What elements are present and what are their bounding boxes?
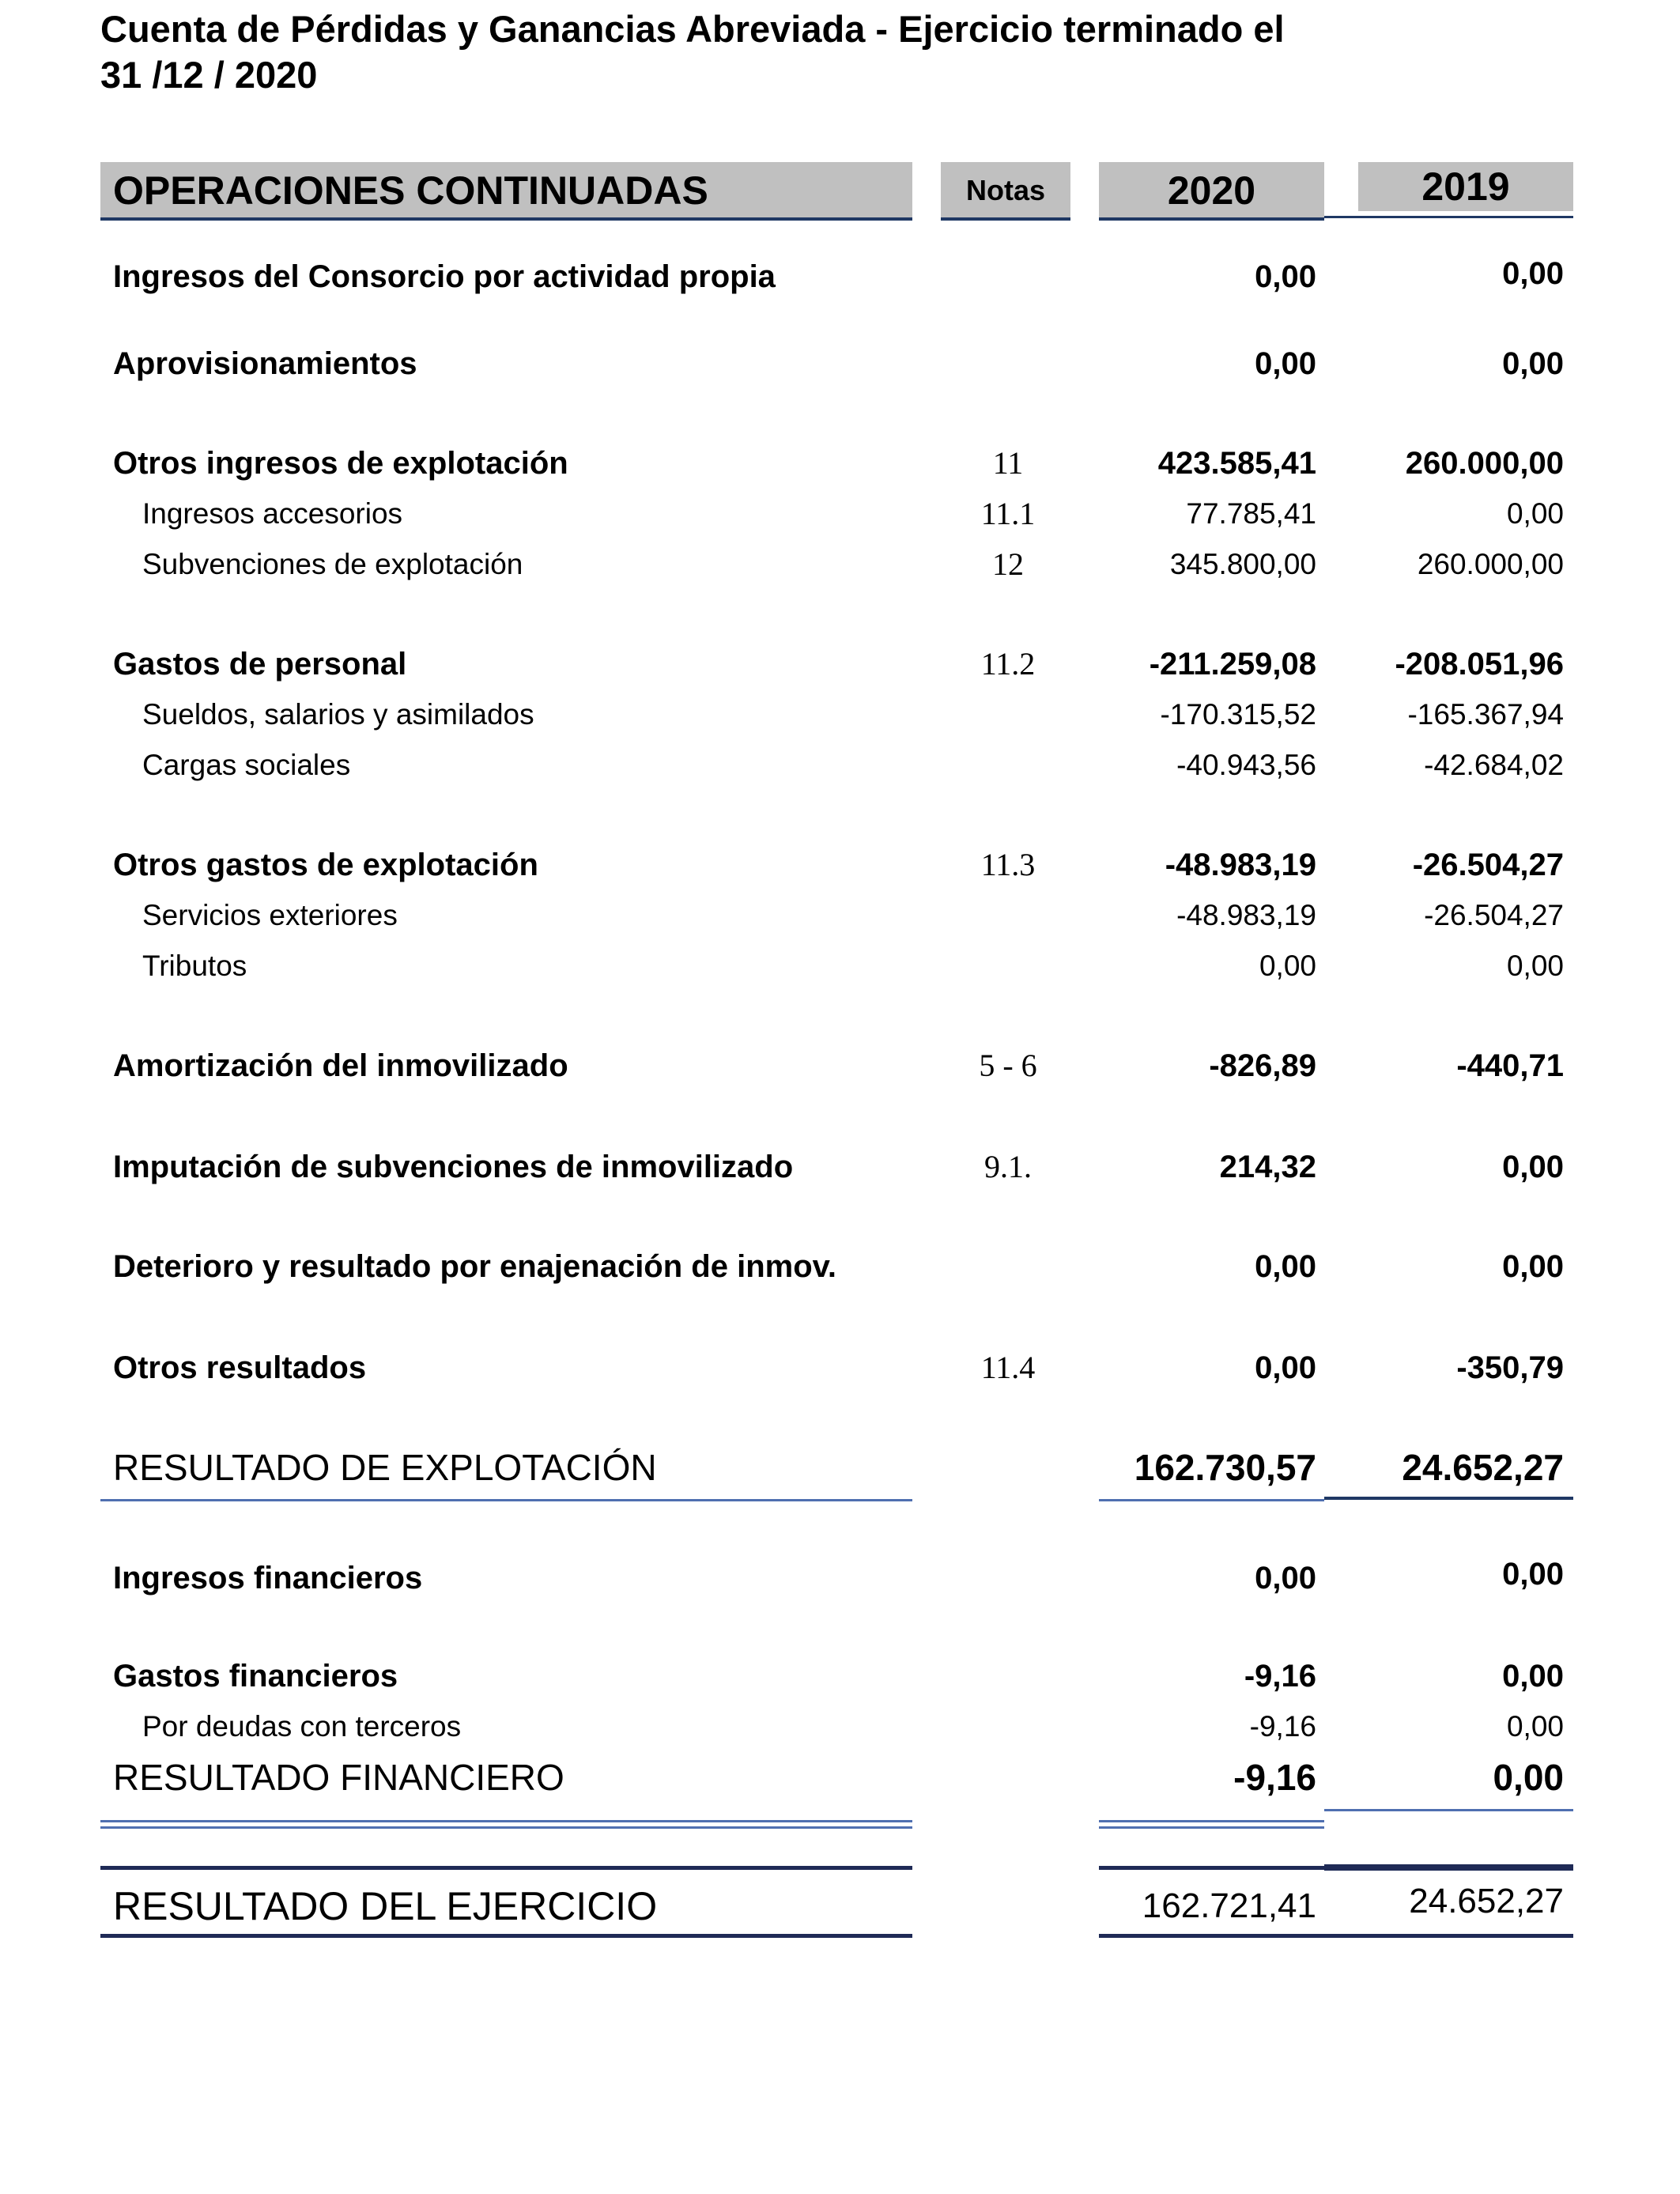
header-notes-label: Notas [965,174,1046,206]
header-section-label: OPERACIONES CONTINUADAS [113,168,708,213]
final-result-top-rule-2020 [1099,1866,1324,1870]
final-result-bottom-rule-2020 [1099,1934,1324,1938]
table-row: Gastos financieros -9,16 0,00 [113,1659,1564,1694]
header-notes-underline [941,217,1070,221]
title-line-2: 31 /12 / 2020 [100,54,318,96]
header-year-previous [1358,162,1573,211]
financial-result-rule-2019 [1324,1809,1573,1811]
header-year-previous-underline [1324,216,1573,218]
final-result-top-rule-left [100,1866,912,1870]
header-section [100,162,912,219]
header-year-current-underline [1099,217,1324,221]
header-year-current-label: 2020 [1167,168,1256,213]
final-result-bottom-rule-left [100,1934,912,1938]
table-row: Servicios exteriores -48.983,19 -26.504,27 [142,899,1564,931]
table-row: Gastos de personal 11.2 -211.259,08 -208.051,96 [113,646,1564,682]
table-row: Cargas sociales -40.943,56 -42.684,02 [142,749,1564,781]
table-row: Sueldos, salarios y asimilados -170.315,52 -165.367,94 [142,698,1564,731]
header-year-current [1099,162,1324,219]
title-line-1: Cuenta de Pérdidas y Ganancias Abreviada - Ejercicio terminado el [100,8,1285,50]
operating-result-rule-left [100,1499,912,1501]
final-result-top-rule-2019 [1324,1864,1573,1871]
table-row: Ingresos del Consorcio por actividad propia 0,00 0,00 [113,256,1564,294]
header-section-underline [100,217,912,221]
table-row: Otros resultados 11.4 0,00 -350,79 [113,1350,1564,1385]
result-row-financial: RESULTADO FINANCIERO -9,16 0,00 [113,1757,1564,1798]
table-row: Imputación de subvenciones de inmovilizado 9.1. 214,32 0,00 [113,1149,1564,1184]
financial-result-rule-2020-2 [1099,1826,1324,1829]
table-row: Aprovisionamientos 0,00 0,00 [113,346,1564,381]
table-row: Otros gastos de explotación 11.3 -48.983,19 -26.504,27 [113,847,1564,882]
financial-result-rule-2020-1 [1099,1820,1324,1822]
header-year-previous-label: 2019 [1421,164,1510,209]
table-row: Ingresos financieros 0,00 0,00 [113,1557,1564,1595]
final-result-bottom-rule-2019 [1324,1934,1573,1938]
result-row-year: RESULTADO DEL EJERCICIO 162.721,41 24.652,27 [113,1882,1564,1928]
table-row: Por deudas con terceros -9,16 0,00 [142,1710,1564,1743]
table-row: Amortización del inmovilizado 5 - 6 -826,89 -440,71 [113,1048,1564,1083]
table-row: Otros ingresos de explotación 11 423.585,41 260.000,00 [113,445,1564,481]
table-row: Ingresos accesorios 11.1 77.785,41 0,00 [142,496,1564,531]
financial-result-rule-left-2 [100,1826,912,1829]
operating-result-rule-2020 [1099,1499,1324,1501]
financial-result-rule-left-1 [100,1820,912,1822]
table-row: Subvenciones de explotación 12 345.800,00 260.000,00 [142,546,1564,582]
table-row: Deterioro y resultado por enajenación de inmov. 0,00 0,00 [113,1249,1564,1284]
table-row: Tributos 0,00 0,00 [142,950,1564,982]
operating-result-rule-2019 [1324,1497,1573,1500]
page-title [100,6,1603,98]
result-row-operating: RESULTADO DE EXPLOTACIÓN 162.730,57 24.652,27 [113,1447,1564,1488]
header-notes [941,162,1070,219]
